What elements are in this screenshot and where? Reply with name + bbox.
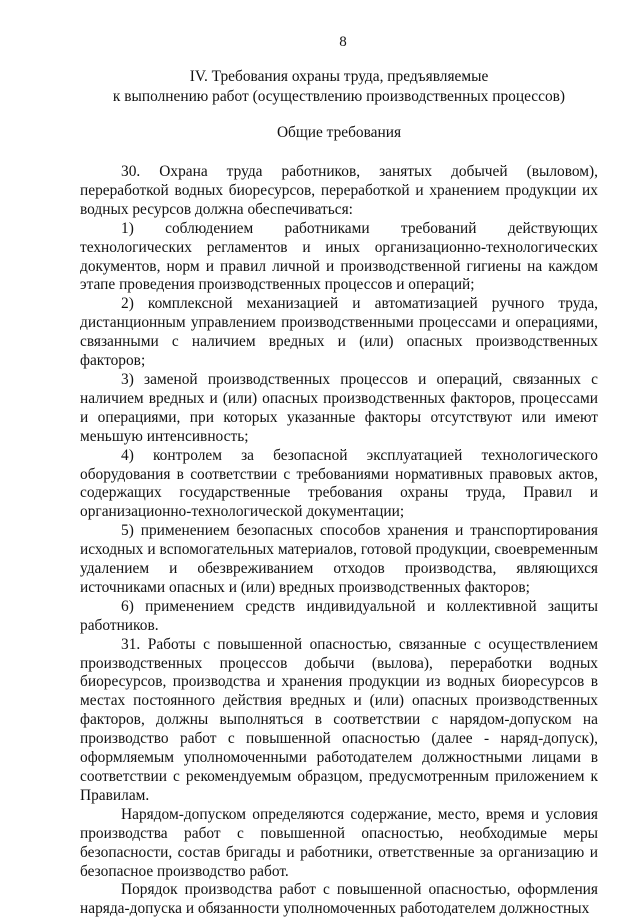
paragraph-item-2: 2) комплексной механизацией и автоматизацией ручного труда, дистанционным управлением производственными процессами и операциями, связанными с наличием вредных и (или) опасных производственных факторов; [80, 295, 598, 370]
section-title-line-1: IV. Требования охраны труда, предъявляемые [189, 68, 489, 85]
paragraph-30-intro: 30. Охрана труда работников, занятых добычей (выловом), переработкой водных биоресурсов, переработкой и хранением продукции их водных ресурсов должна обеспечиваться: [80, 163, 598, 218]
paragraph-item-5: 5) применением безопасных способов хранения и транспортирования исходных и вспомогательных материалов, готовой продукции, своевременным удалением и обезвреживанием отходов производства, являющихся источниками опасных и (или) вредных производственных факторов; [80, 522, 598, 596]
paragraph-item-6: 6) применением средств индивидуальной и коллективной защиты работников. [80, 597, 598, 634]
paragraph-item-1: 1) соблюдением работниками требований действующих технологических регламентов и иных организационно-технологических документов, норм и правил личной и производственной гигиены на каждом этапе проведения производственных процессов и операций; [80, 219, 598, 294]
paragraph-item-4: 4) контролем за безопасной эксплуатацией технологического оборудования в соответствии с требованиями нормативных правовых актов, содержащих государственные требования охраны труда, Правил и организационно-технологической документации; [80, 446, 598, 521]
paragraph-permit-contents: Нарядом-допуском определяются содержание, место, время и условия производства работ с повышенной опасностью, необходимые меры безопасности, состав бригады и работники, ответственные за организацию и безопасное производство работ. [80, 805, 598, 880]
page-number: 8 [339, 34, 347, 50]
subsection-title: Общие требования [276, 124, 402, 141]
section-title [80, 67, 598, 107]
section-title-line-2: к выполнению работ (осуществлению производственных процессов) [112, 88, 566, 105]
document-body [80, 163, 598, 919]
paragraph-31: 31. Работы с повышенной опасностью, связанные с осуществлением производственных процессов добычи (вылова), переработки водных биоресурсов, производства и хранения продукции из водных биоресурсов в местах постоянного действия вредных и (или) опасных производственных факторов, должны выполняться в соответствии с нарядом-допуском на производство работ с повышенной опасностью (далее - наряд-допуск), оформляемым уполномоченными работодателем должностными лицами в соответствии с рекомендуемым образцом, предусмотренным приложением к Правилам. [80, 635, 598, 804]
paragraph-permit-procedure: Порядок производства работ с повышенной опасностью, оформления наряда-допуска и обязанности уполномоченных работодателем должностных [80, 881, 598, 918]
paragraph-item-3: 3) заменой производственных процессов и операций, связанных с наличием вредных и (или) опасных производственных факторов, процессами и операциями, при которых указанные факторы отсутствуют или имеют меньшую интенсивность; [80, 370, 598, 445]
